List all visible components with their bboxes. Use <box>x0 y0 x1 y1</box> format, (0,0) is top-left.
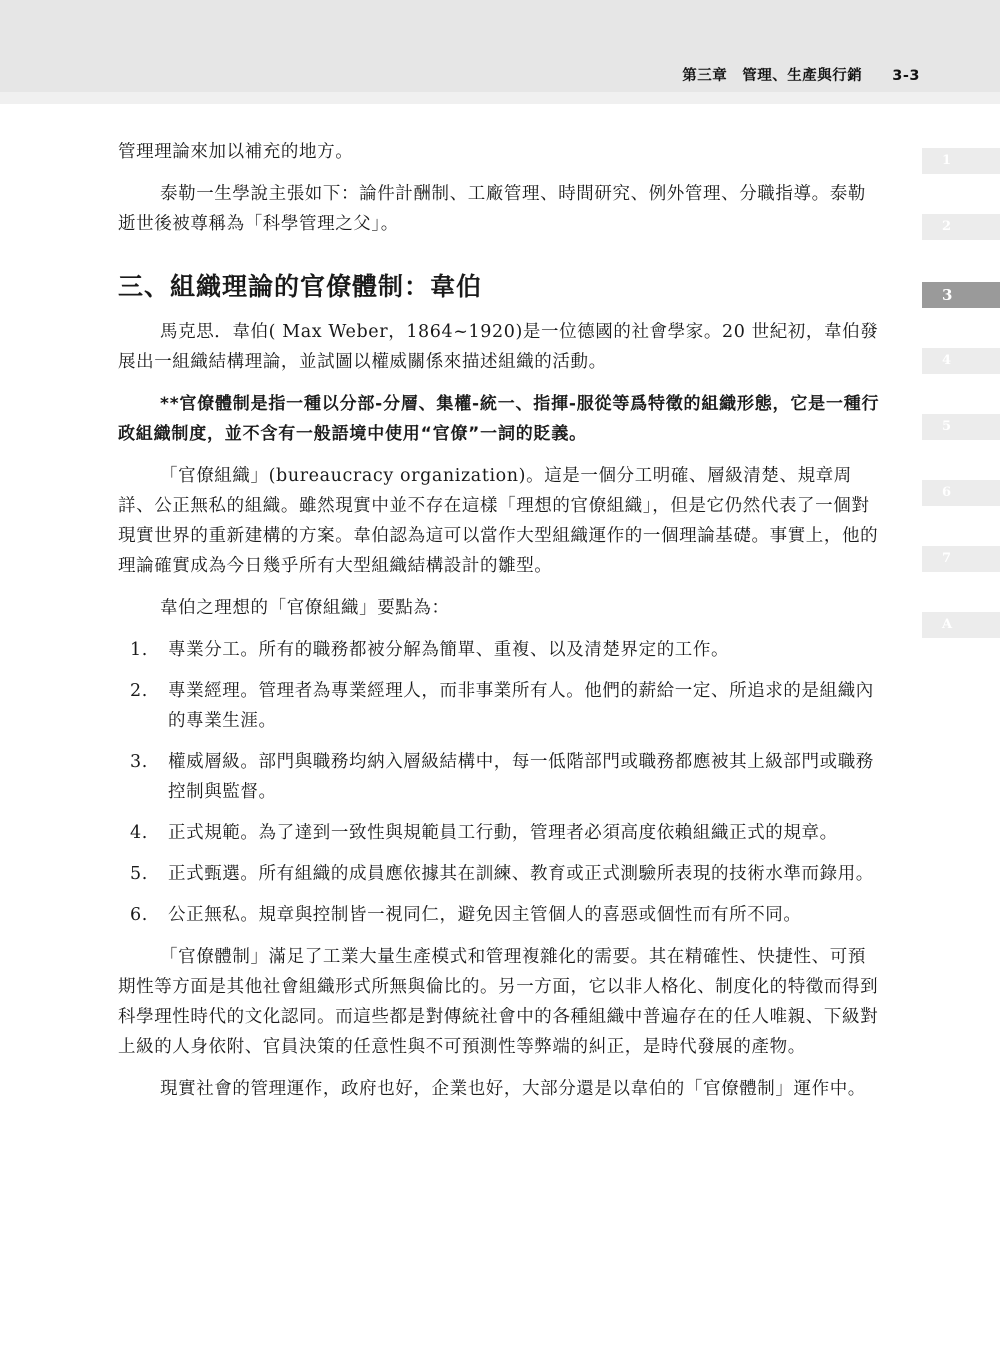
paragraph-taylor-summary: 泰勒一生學說主張如下：論件計酬制、工廠管理、時間研究、例外管理、分職指導。泰勒逝世後被尊稱為「科學管理之父」。 <box>118 184 866 234</box>
list-item <box>118 635 883 665</box>
chapter-tab-1: 1 <box>922 148 1000 174</box>
list-text: 專業經理。管理者為專業經理人，而非事業所有人。他們的薪給一定、所追求的是組織內的專業生涯。 <box>168 681 874 731</box>
list-number: 4. <box>130 823 148 843</box>
list-number: 2. <box>130 681 148 701</box>
list-number: 6. <box>130 905 148 925</box>
list-text: 正式規範。為了達到一致性與規範員工行動，管理者必須高度依賴組織正式的規章。 <box>168 823 838 843</box>
chapter-tab-2: 2 <box>922 214 1000 240</box>
running-head <box>0 64 920 85</box>
key-points-list <box>118 635 883 930</box>
list-item <box>118 747 883 807</box>
list-item <box>118 676 883 736</box>
list-number: 3. <box>130 752 148 772</box>
chapter-tab-3: 3 <box>922 282 1000 308</box>
section-heading: 三、組織理論的官僚體制：韋伯 <box>118 272 483 301</box>
chapter-tab-a: A <box>922 612 1000 638</box>
chapter-tab-4: 4 <box>922 348 1000 374</box>
chapter-tab-5: 5 <box>922 414 1000 440</box>
list-text: 正式甄選。所有組織的成員應依據其在訓練、教育或正式測驗所表現的技術水準而錄用。 <box>168 864 874 884</box>
chapter-tab-7: 7 <box>922 546 1000 572</box>
paragraph-bureaucracy-benefits: 「官僚體制」滿足了工業大量生產模式和管理複雜化的需要。其在精確性、快捷性、可預期性等方面是其他社會組織形式所無與倫比的。另一方面，它以非人格化、制度化的特徵而得到科學理性時代的文化認同。而這些都是對傳統社會中的各種組織中普遍存在的任人唯親、下級對上級的人身依附、官員決策的任意性與不可預測性等弊端的糾正，是時代發展的產物。 <box>118 947 879 1057</box>
paragraph-weber-intro: 馬克思．韋伯( Max Weber，1864~1920)是一位德國的社會學家。20 世紀初，韋伯發展出一組織結構理論，並試圖以權威關係來描述組織的活動。 <box>118 322 879 372</box>
paragraph-list-intro: 韋伯之理想的「官僚組織」要點為： <box>160 598 450 618</box>
paragraph-bureaucracy: 「官僚組織」(bureaucracy organization)。這是一個分工明確、層級清楚、規章周詳、公正無私的組織。雖然現實中並不存在這樣「理想的官僚組織」，但是它仍然代表了一個對現實世界的重新建構的方案。韋伯認為這可以當作大型組織運作的一個理論基礎。事實上，他的理論確實成為今日幾乎所有大型組織結構設計的雛型。 <box>118 466 879 576</box>
list-number: 1. <box>130 640 148 660</box>
list-text: 公正無私。規章與控制皆一視同仁，避免因主管個人的喜惡或個性而有所不同。 <box>168 905 802 925</box>
list-number: 5. <box>130 864 148 884</box>
header-divider <box>0 92 1000 104</box>
paragraph-continuation: 管理理論來加以補充的地方。 <box>118 142 354 162</box>
definition-note: **官僚體制是指一種以分部-分層、集權-統一、指揮-服從等爲特徵的組織形態，它是一種行政組織制度，並不含有一般語境中使用“官僚”一詞的貶義。 <box>118 394 880 444</box>
page-body <box>118 137 883 1104</box>
list-item <box>118 900 883 930</box>
chapter-title: 第三章 管理、生產與行銷 <box>682 68 863 84</box>
list-text: 專業分工。所有的職務都被分解為簡單、重複、以及清楚界定的工作。 <box>168 640 730 660</box>
page-number: 3-3 <box>892 68 920 84</box>
list-item <box>118 818 883 848</box>
page-header-band <box>0 0 1000 104</box>
list-text: 權威層級。部門與職務均納入層級結構中，每一低階部門或職務都應被其上級部門或職務控制與監督。 <box>168 752 874 802</box>
list-item <box>118 859 883 889</box>
chapter-tab-6: 6 <box>922 480 1000 506</box>
paragraph-conclusion: 現實社會的管理運作，政府也好，企業也好，大部分還是以韋伯的「官僚體制」運作中。 <box>160 1079 866 1099</box>
